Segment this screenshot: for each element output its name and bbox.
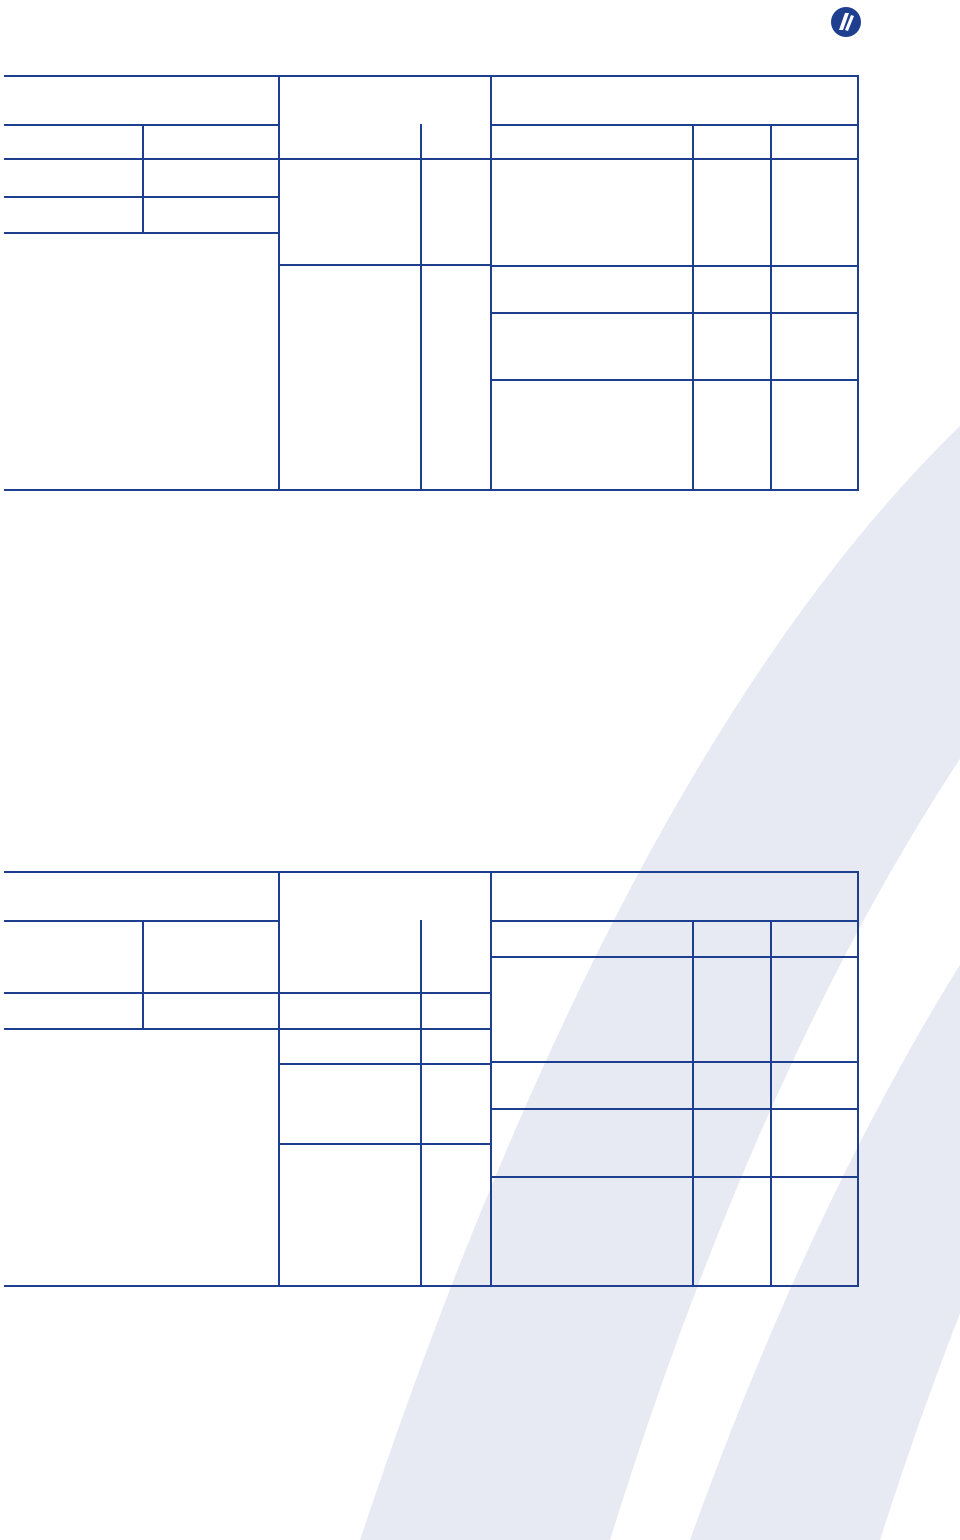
rating-icon xyxy=(150,966,167,981)
rating-icon xyxy=(190,134,207,149)
signal-swoosh-icon xyxy=(830,6,862,38)
rating-icon xyxy=(190,966,207,981)
rating-icon xyxy=(250,170,267,185)
background-watermark xyxy=(360,340,960,1540)
expected-return-rating xyxy=(150,131,270,152)
rating-icon xyxy=(210,966,227,981)
rating-icon xyxy=(250,134,267,149)
rating-icon xyxy=(150,170,167,185)
rating-icon xyxy=(210,170,227,185)
expected-return-rating xyxy=(150,928,250,949)
risk-rating xyxy=(150,963,250,984)
rating-icon xyxy=(230,966,247,981)
rating-icon xyxy=(230,170,247,185)
rating-icon xyxy=(190,931,207,946)
pie-chart-bottom xyxy=(70,1066,220,1216)
rating-icon xyxy=(150,134,167,149)
pie-chart-top xyxy=(60,290,220,450)
risk-rating xyxy=(150,167,270,188)
rating-icon xyxy=(210,134,227,149)
rating-icon xyxy=(170,931,187,946)
rating-icon xyxy=(150,931,167,946)
rating-icon xyxy=(230,931,247,946)
rating-icon xyxy=(210,931,227,946)
rating-icon xyxy=(170,170,187,185)
rating-icon xyxy=(190,170,207,185)
rating-icon xyxy=(170,134,187,149)
rating-icon xyxy=(230,134,247,149)
rating-icon xyxy=(170,966,187,981)
